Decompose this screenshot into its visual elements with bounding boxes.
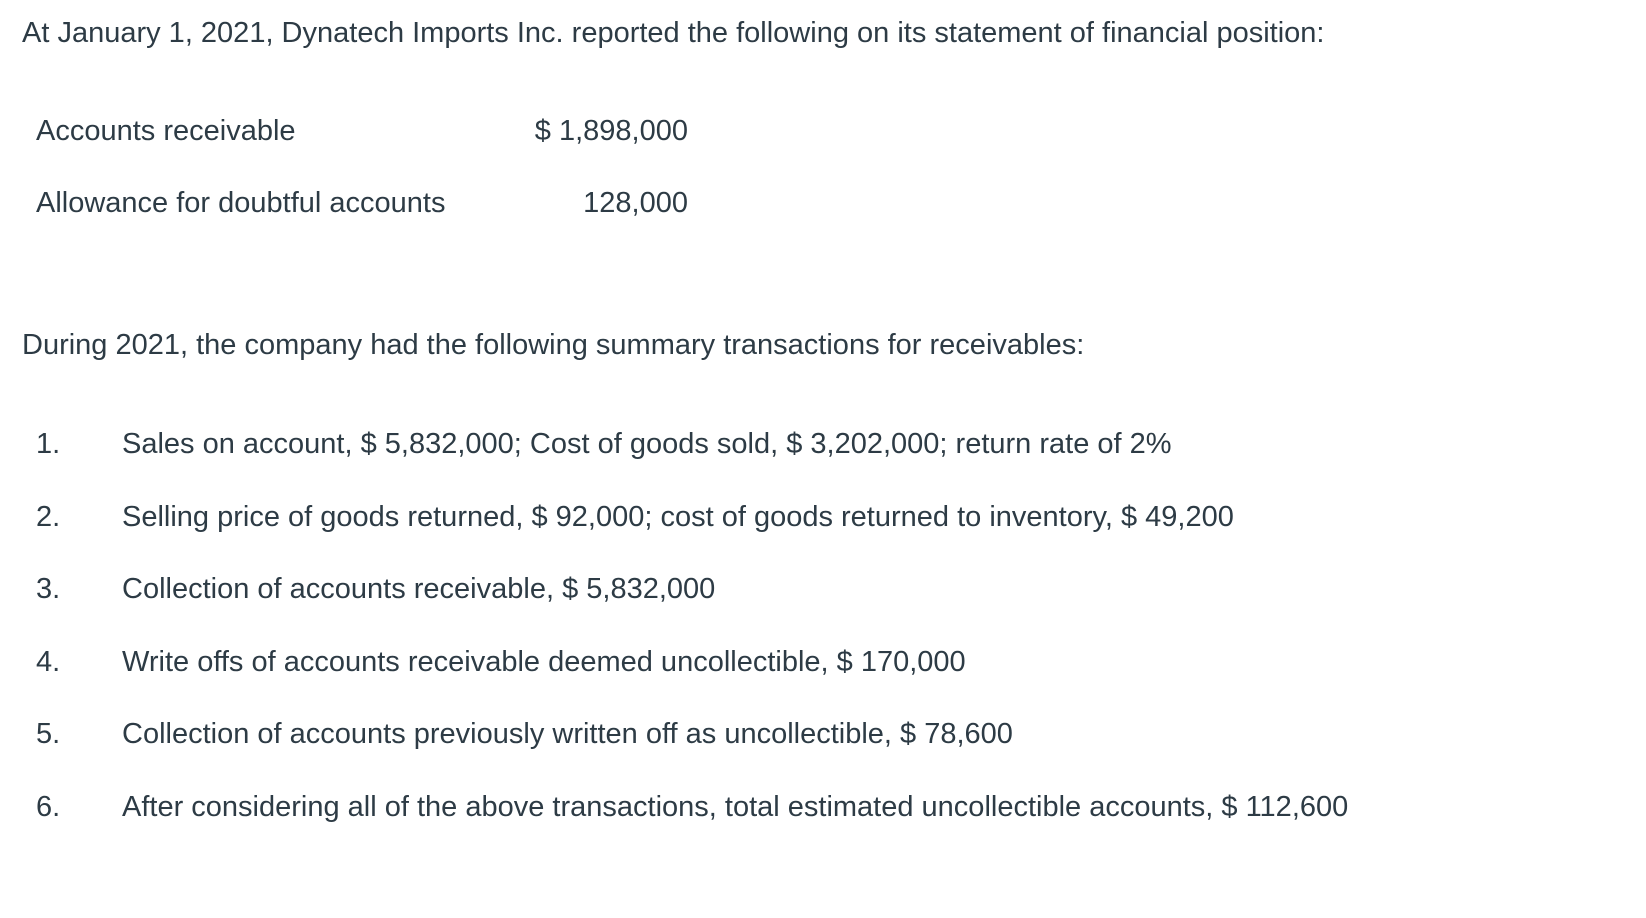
transaction-text: Collection of accounts previously written off as uncollectible, $ 78,600 [122,718,1013,750]
transaction-text: Selling price of goods returned, $ 92,000; cost of goods returned to inventory, $ 49,200 [122,500,1234,533]
transaction-text: Collection of accounts receivable, $ 5,832,000 [122,573,716,605]
transaction-text: Write offs of accounts receivable deemed uncollectible, $ 170,000 [122,645,966,678]
transaction-number: 5. [36,718,61,750]
transaction-number: 4. [36,645,61,678]
transaction-number: 2. [36,500,61,533]
financial-row-amount: 128,000 [583,187,688,219]
financial-row-label: Allowance for doubtful accounts [36,187,446,219]
transactions-intro: During 2021, the company had the following summary transactions for receivables: [22,329,1085,361]
transaction-number: 1. [36,428,61,460]
financial-row-label: Accounts receivable [36,115,296,147]
financial-position-table [36,112,736,256]
intro-paragraph: At January 1, 2021, Dynatech Imports Inc. reported the following on its statement of financial position: [22,17,1325,49]
transaction-number: 3. [36,573,61,605]
transaction-text: After considering all of the above transactions, total estimated uncollectible accounts, $ 112,600 [122,790,1349,823]
transaction-number: 6. [36,790,61,823]
financial-row-accounts-receivable [36,112,736,184]
transaction-text: Sales on account, $ 5,832,000; Cost of goods sold, $ 3,202,000; return rate of 2% [122,428,1172,460]
financial-row-amount: $ 1,898,000 [534,115,688,147]
financial-row-allowance [36,184,736,256]
